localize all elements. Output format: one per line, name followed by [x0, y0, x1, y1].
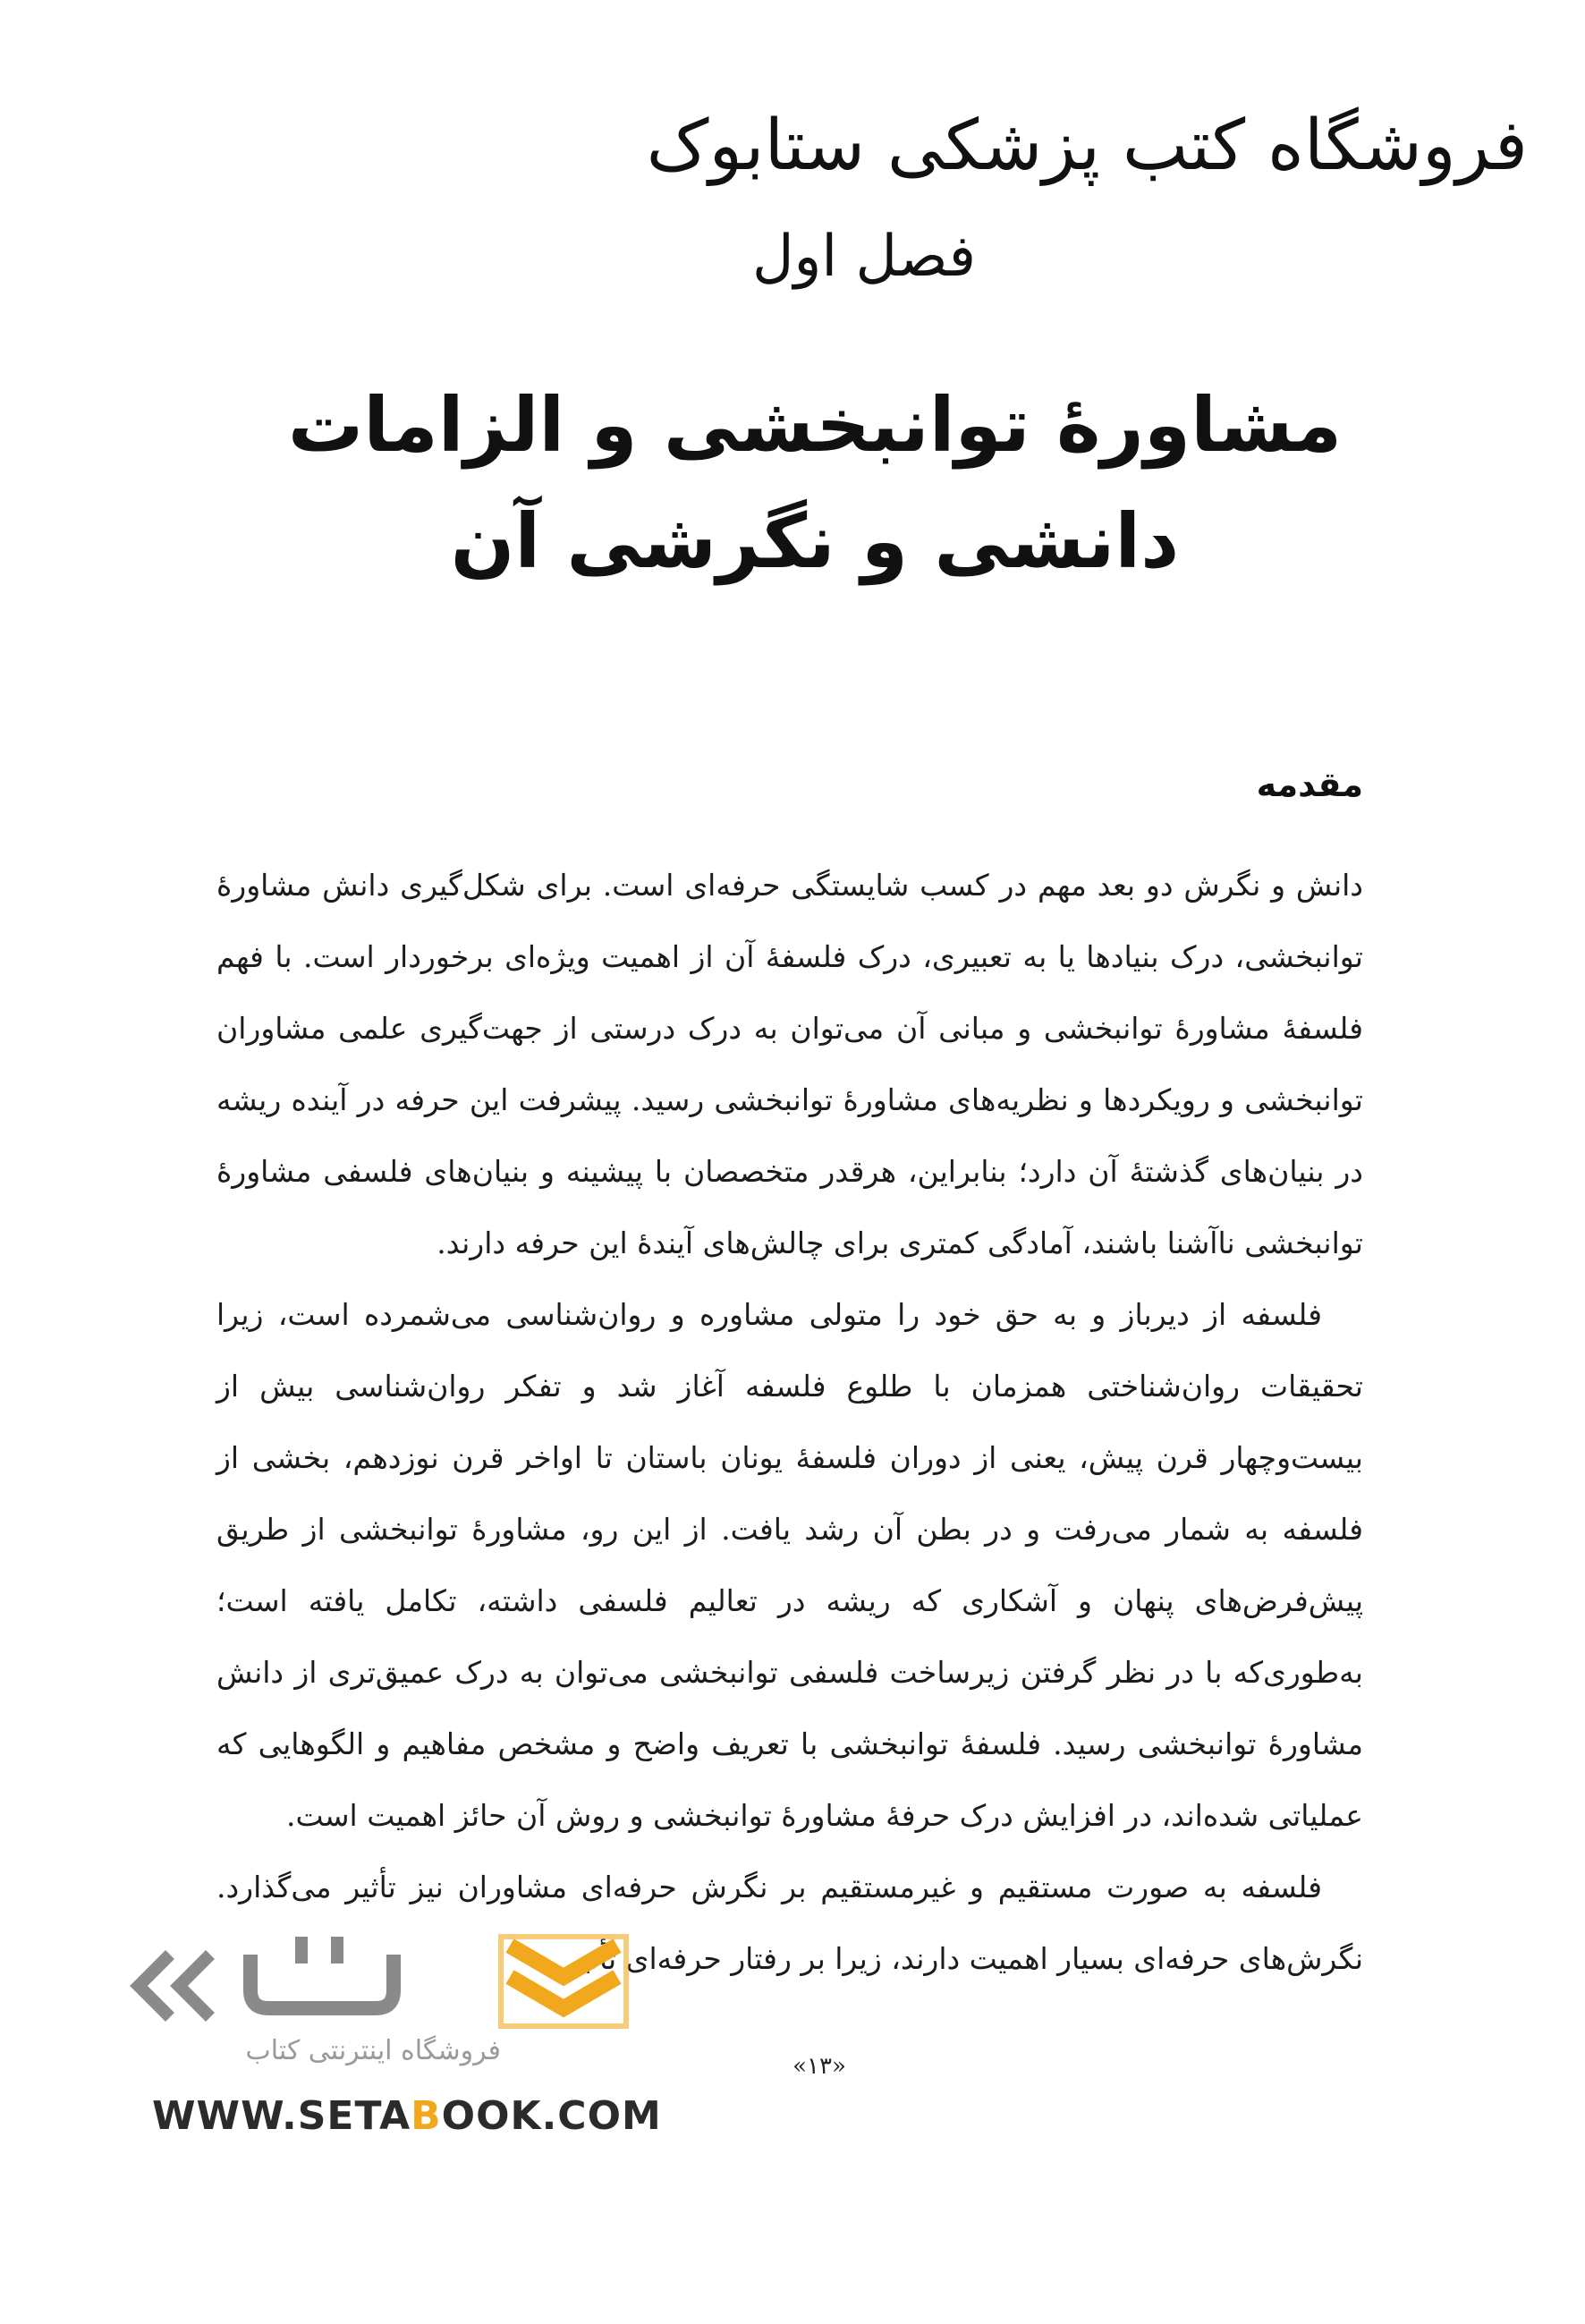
page-number: «۱۳»: [792, 2053, 846, 2080]
paragraph-3: فلسفه به صورت مستقیم و غیرمستقیم بر نگرش حرفه‌ای مشاوران نیز تأثیر می‌گذارد. نگرش‌های حرفه‌ای بسیار اهمیت دارند، زیرا بر رفتار حرفه‌ای تأثیر: [216, 1870, 1363, 1976]
paragraph-1: دانش و نگرش دو بعد مهم در کسب شایستگی حرفه‌ای است. برای شکل‌گیری دانش مشاورۀ توانبخشی، درک بنیادها یا به تعبیری، درک فلسفۀ آن از اهمیت ویژه‌ای برخوردار است. با فهم فلسفۀ مشاورۀ توانبخشی و مبانی آن می‌توان به درک درستی از جهت‌گیری علمی مشاوران توانبخشی و رویکردها و نظریه‌های مشاورۀ توانبخشی رسید. پیشرفت این حرفه در آینده ریشه در بنیان‌های گذشتۀ آن دارد؛ بنابراین، هرقدر متخصصان با پیشینه و بنیان‌های فلسفی مشاورۀ توانبخشی ناآشنا باشند، آمادگی کمتری برای چالش‌های آیندۀ این حرفه دارند.: [216, 868, 1363, 1260]
chapter-title: [0, 367, 1585, 599]
url-accent: B: [411, 2093, 442, 2139]
section-heading: مقدمه: [1256, 765, 1363, 804]
store-header: فروشگاه کتب پزشکی ستابوک: [646, 106, 1528, 186]
chevrons-icon: [125, 1946, 233, 2026]
setabook-logo-icon: [233, 1928, 698, 2044]
watermark-tagline: فروشگاه اینترنتی کتاب: [245, 2035, 501, 2066]
chapter-label: فصل اول: [751, 224, 977, 290]
watermark-url: [152, 2093, 662, 2139]
url-suffix: OOK.COM: [441, 2093, 662, 2139]
chapter-title-line-1: مشاورۀ توانبخشی و الزامات: [287, 381, 1343, 469]
body-text: [216, 850, 1363, 1995]
url-prefix: WWW.SETA: [152, 2093, 411, 2139]
chapter-title-line-2: دانشی و نگرشی آن: [450, 497, 1180, 585]
watermark: [125, 1928, 698, 2160]
paragraph-2: فلسفه از دیرباز و به حق خود را متولی مشاوره و روان‌شناسی می‌شمرده است، زیرا تحقیقات روان‌شناختی همزمان با طلوع فلسفه آغاز شد و تفکر روان‌شناسی بیش از بیست‌وچهار قرن پیش، یعنی از دوران فلسفۀ یونان باستان تا اواخر قرن نوزدهم، بخشی از فلسفه به شمار می‌رفت و در بطن آن رشد یافت. از این رو، مشاورۀ توانبخشی از طریق پیش‌فرض‌های پنهان و آشکاری که ریشه در تعالیم فلسفی داشته، تکامل یافته است؛ به‌طوری‌که با در نظر گرفتن زیرساخت فلسفی توانبخشی می‌توان به درک عمیق‌تری از دانش مشاورۀ توانبخشی رسید. فلسفۀ توانبخشی با تعریف واضح و مشخص مفاهیم و الگوهایی که عملیاتی شده‌اند، در افزایش درک حرفۀ مشاورۀ توانبخشی و روش آن حائز اهمیت است.: [216, 1297, 1363, 1833]
